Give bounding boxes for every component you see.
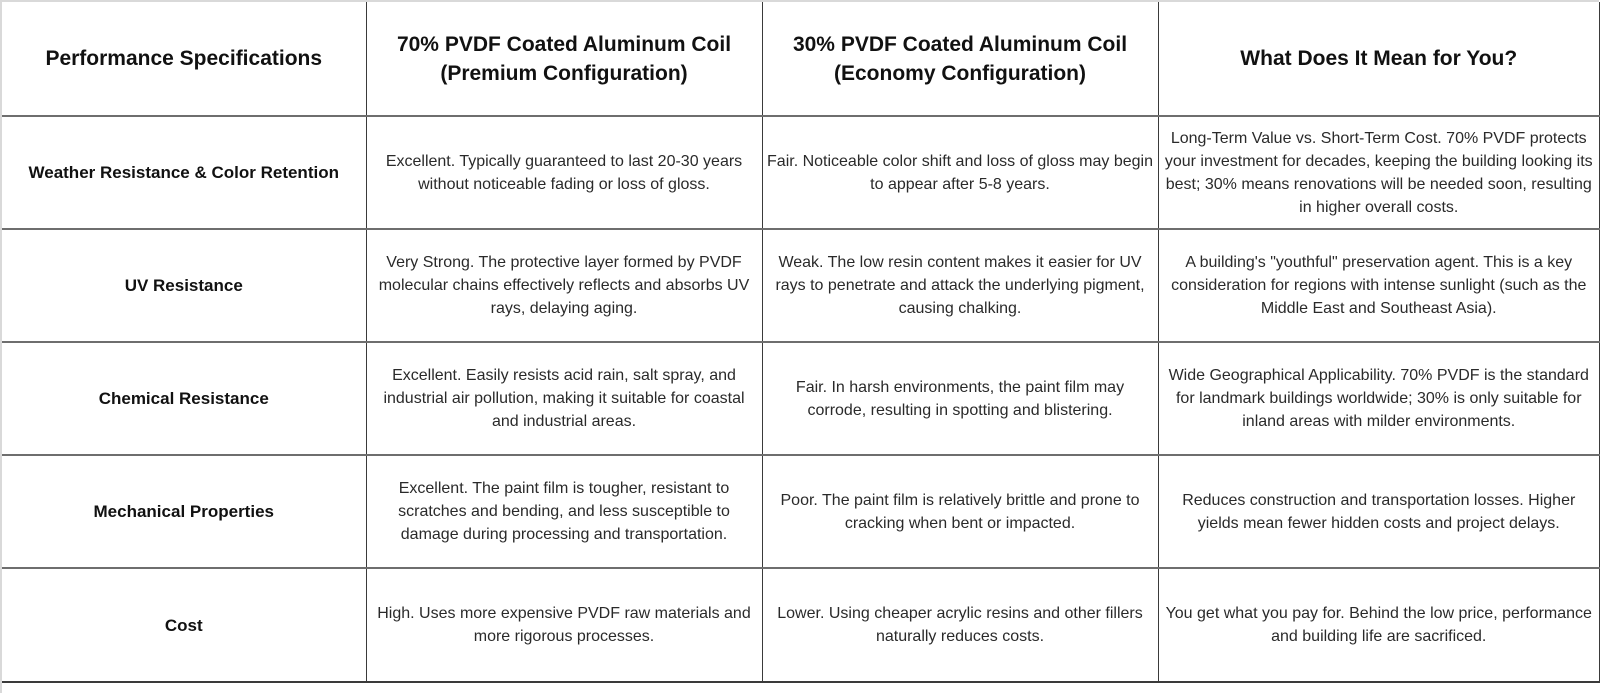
economy-cell: Weak. The low resin content makes it easier for UV rays to penetrate and attack the underlying pigment, causing chalking. — [762, 229, 1158, 342]
meaning-cell: Long-Term Value vs. Short-Term Cost. 70% PVDF protects your investment for decades, keeping the building looking its best; 30% means renovations will be needed soon, resulting in higher overall costs. — [1158, 116, 1600, 229]
spec-cell: Weather Resistance & Color Retention — [2, 116, 366, 229]
header-sublabel: (Premium Configuration) — [440, 61, 688, 85]
premium-cell: Excellent. Easily resists acid rain, salt spray, and industrial air pollution, making it suitable for coastal and industrial areas. — [366, 342, 762, 455]
economy-cell: Fair. In harsh environments, the paint film may corrode, resulting in spotting and blistering. — [762, 342, 1158, 455]
premium-cell: Very Strong. The protective layer formed by PVDF molecular chains effectively reflects and absorbs UV rays, delaying aging. — [366, 229, 762, 342]
spec-cell: Cost — [2, 568, 366, 682]
header-label: What Does It Mean for You? — [1240, 47, 1518, 70]
header-label: Performance Specifications — [45, 47, 323, 70]
table-row — [2, 229, 1600, 342]
header-performance-specifications — [2, 2, 366, 116]
economy-cell: Fair. Noticeable color shift and loss of gloss may begin to appear after 5-8 years. — [762, 116, 1158, 229]
header-label: 30% PVDF Coated Aluminum Coil — [792, 32, 1128, 56]
header-sublabel: (Economy Configuration) — [834, 61, 1086, 85]
header-label: 70% PVDF Coated Aluminum Coil — [396, 32, 732, 56]
pvdf-comparison-table — [2, 2, 1600, 683]
spec-cell: Mechanical Properties — [2, 455, 366, 568]
table-row — [2, 568, 1600, 682]
header-what-it-means — [1158, 2, 1600, 116]
table-row — [2, 342, 1600, 455]
premium-cell: Excellent. The paint film is tougher, resistant to scratches and bending, and less susceptible to damage during processing and transportation. — [366, 455, 762, 568]
header-premium-configuration — [366, 2, 762, 116]
table-row — [2, 455, 1600, 568]
economy-cell: Poor. The paint film is relatively brittle and prone to cracking when bent or impacted. — [762, 455, 1158, 568]
premium-cell: High. Uses more expensive PVDF raw materials and more rigorous processes. — [366, 568, 762, 682]
header-economy-configuration — [762, 2, 1158, 116]
meaning-cell: You get what you pay for. Behind the low price, performance and building life are sacrificed. — [1158, 568, 1600, 682]
meaning-cell: A building's "youthful" preservation agent. This is a key consideration for regions with intense sunlight (such as the Middle East and Southeast Asia). — [1158, 229, 1600, 342]
premium-cell: Excellent. Typically guaranteed to last 20-30 years without noticeable fading or loss of gloss. — [366, 116, 762, 229]
economy-cell: Lower. Using cheaper acrylic resins and other fillers naturally reduces costs. — [762, 568, 1158, 682]
meaning-cell: Wide Geographical Applicability. 70% PVDF is the standard for landmark buildings worldwide; 30% is only suitable for inland areas with milder environments. — [1158, 342, 1600, 455]
header-row — [2, 2, 1600, 116]
table-row — [2, 116, 1600, 229]
meaning-cell: Reduces construction and transportation losses. Higher yields mean fewer hidden costs and project delays. — [1158, 455, 1600, 568]
spec-cell: UV Resistance — [2, 229, 366, 342]
spec-cell: Chemical Resistance — [2, 342, 366, 455]
